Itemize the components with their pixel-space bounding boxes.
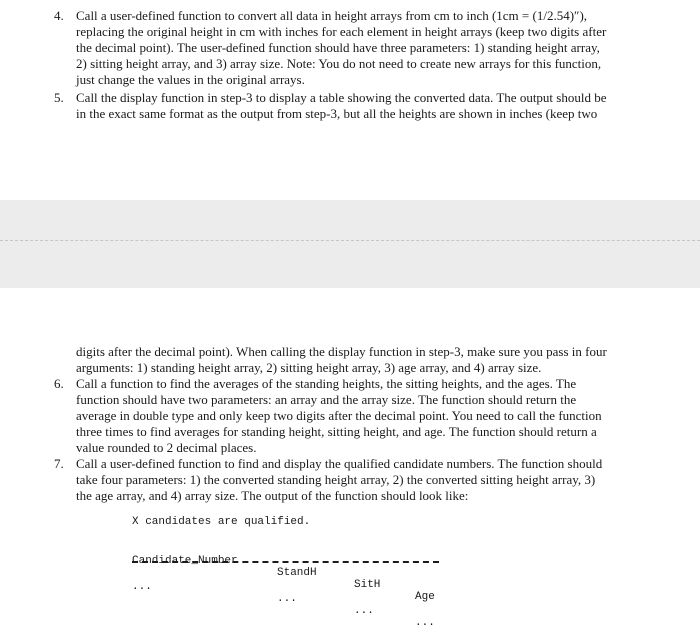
text-line: take four parameters: 1) the converted standing height array, 2) the converted sitting height array, 3) xyxy=(76,472,596,487)
text-line: Call a user-defined function to find and display the qualified candidate numbers. The function should xyxy=(76,456,603,471)
text-line: the age array, and 4) array size. The output of the function should look like: xyxy=(76,488,469,503)
step-number: 6. xyxy=(54,376,64,391)
ellipsis-cell: ... xyxy=(354,605,374,617)
step-text xyxy=(76,8,654,88)
step-text xyxy=(76,90,654,122)
header-age: Age xyxy=(415,591,435,603)
text-line: average in double type and only keep two digits after the decimal point. You need to call the function xyxy=(76,408,602,423)
page-break-gap xyxy=(0,200,700,288)
ellipsis-cell: ... xyxy=(415,617,435,629)
text-line: Call a function to find the averages of the standing heights, the sitting heights, and the ages. The xyxy=(76,376,577,391)
text-line: function should have two parameters: an array and the array size. The function should return the xyxy=(76,392,577,407)
text-line: Call a user-defined function to convert all data in height arrays from cm to inch (1cm = (1/2.54)″), xyxy=(76,8,588,23)
text-line: Call the display function in step-3 to display a table showing the converted data. The output should be xyxy=(76,90,607,105)
output-header-row xyxy=(132,543,435,603)
page-break-divider xyxy=(0,240,700,241)
header-divider xyxy=(132,561,439,563)
document-page-top xyxy=(0,0,700,200)
text-line: three times to find averages for standing height, sitting height, and age. The function should return a xyxy=(76,424,597,439)
header-stand-height: StandH xyxy=(277,567,317,579)
step-text xyxy=(76,344,654,376)
ellipsis-cell: ... xyxy=(132,581,152,593)
ellipsis-cell: ... xyxy=(277,593,297,605)
step-text xyxy=(76,376,654,456)
step-text xyxy=(76,456,654,504)
text-line: in the exact same format as the output from step-3, but all the heights are shown in inches (keep two xyxy=(76,106,598,121)
text-line: just change the values in the original arrays. xyxy=(76,72,305,87)
step-number: 5. xyxy=(54,90,64,105)
text-line: the decimal point). The user-defined function should have three parameters: 1) standing height array, xyxy=(76,40,600,55)
text-line: arguments: 1) standing height array, 2) sitting height array, 3) age array, and 4) array size. xyxy=(76,360,542,375)
text-line: replacing the original height in cm with inches for each element in height arrays (keep two digits after xyxy=(76,24,607,39)
header-candidate-number: Candidate_Number xyxy=(132,555,238,567)
qualified-summary: X candidates are qualified. xyxy=(132,516,311,528)
step-number: 7. xyxy=(54,456,64,471)
text-line: value rounded to 2 decimal places. xyxy=(76,440,257,455)
text-line: digits after the decimal point). When calling the display function in step-3, make sure you pass in four xyxy=(76,344,607,359)
header-sit-height: SitH xyxy=(354,579,381,591)
text-line: 2) sitting height array, and 3) array size. Note: You do not need to create new arrays for this function, xyxy=(76,56,602,71)
step-number: 4. xyxy=(54,8,64,23)
